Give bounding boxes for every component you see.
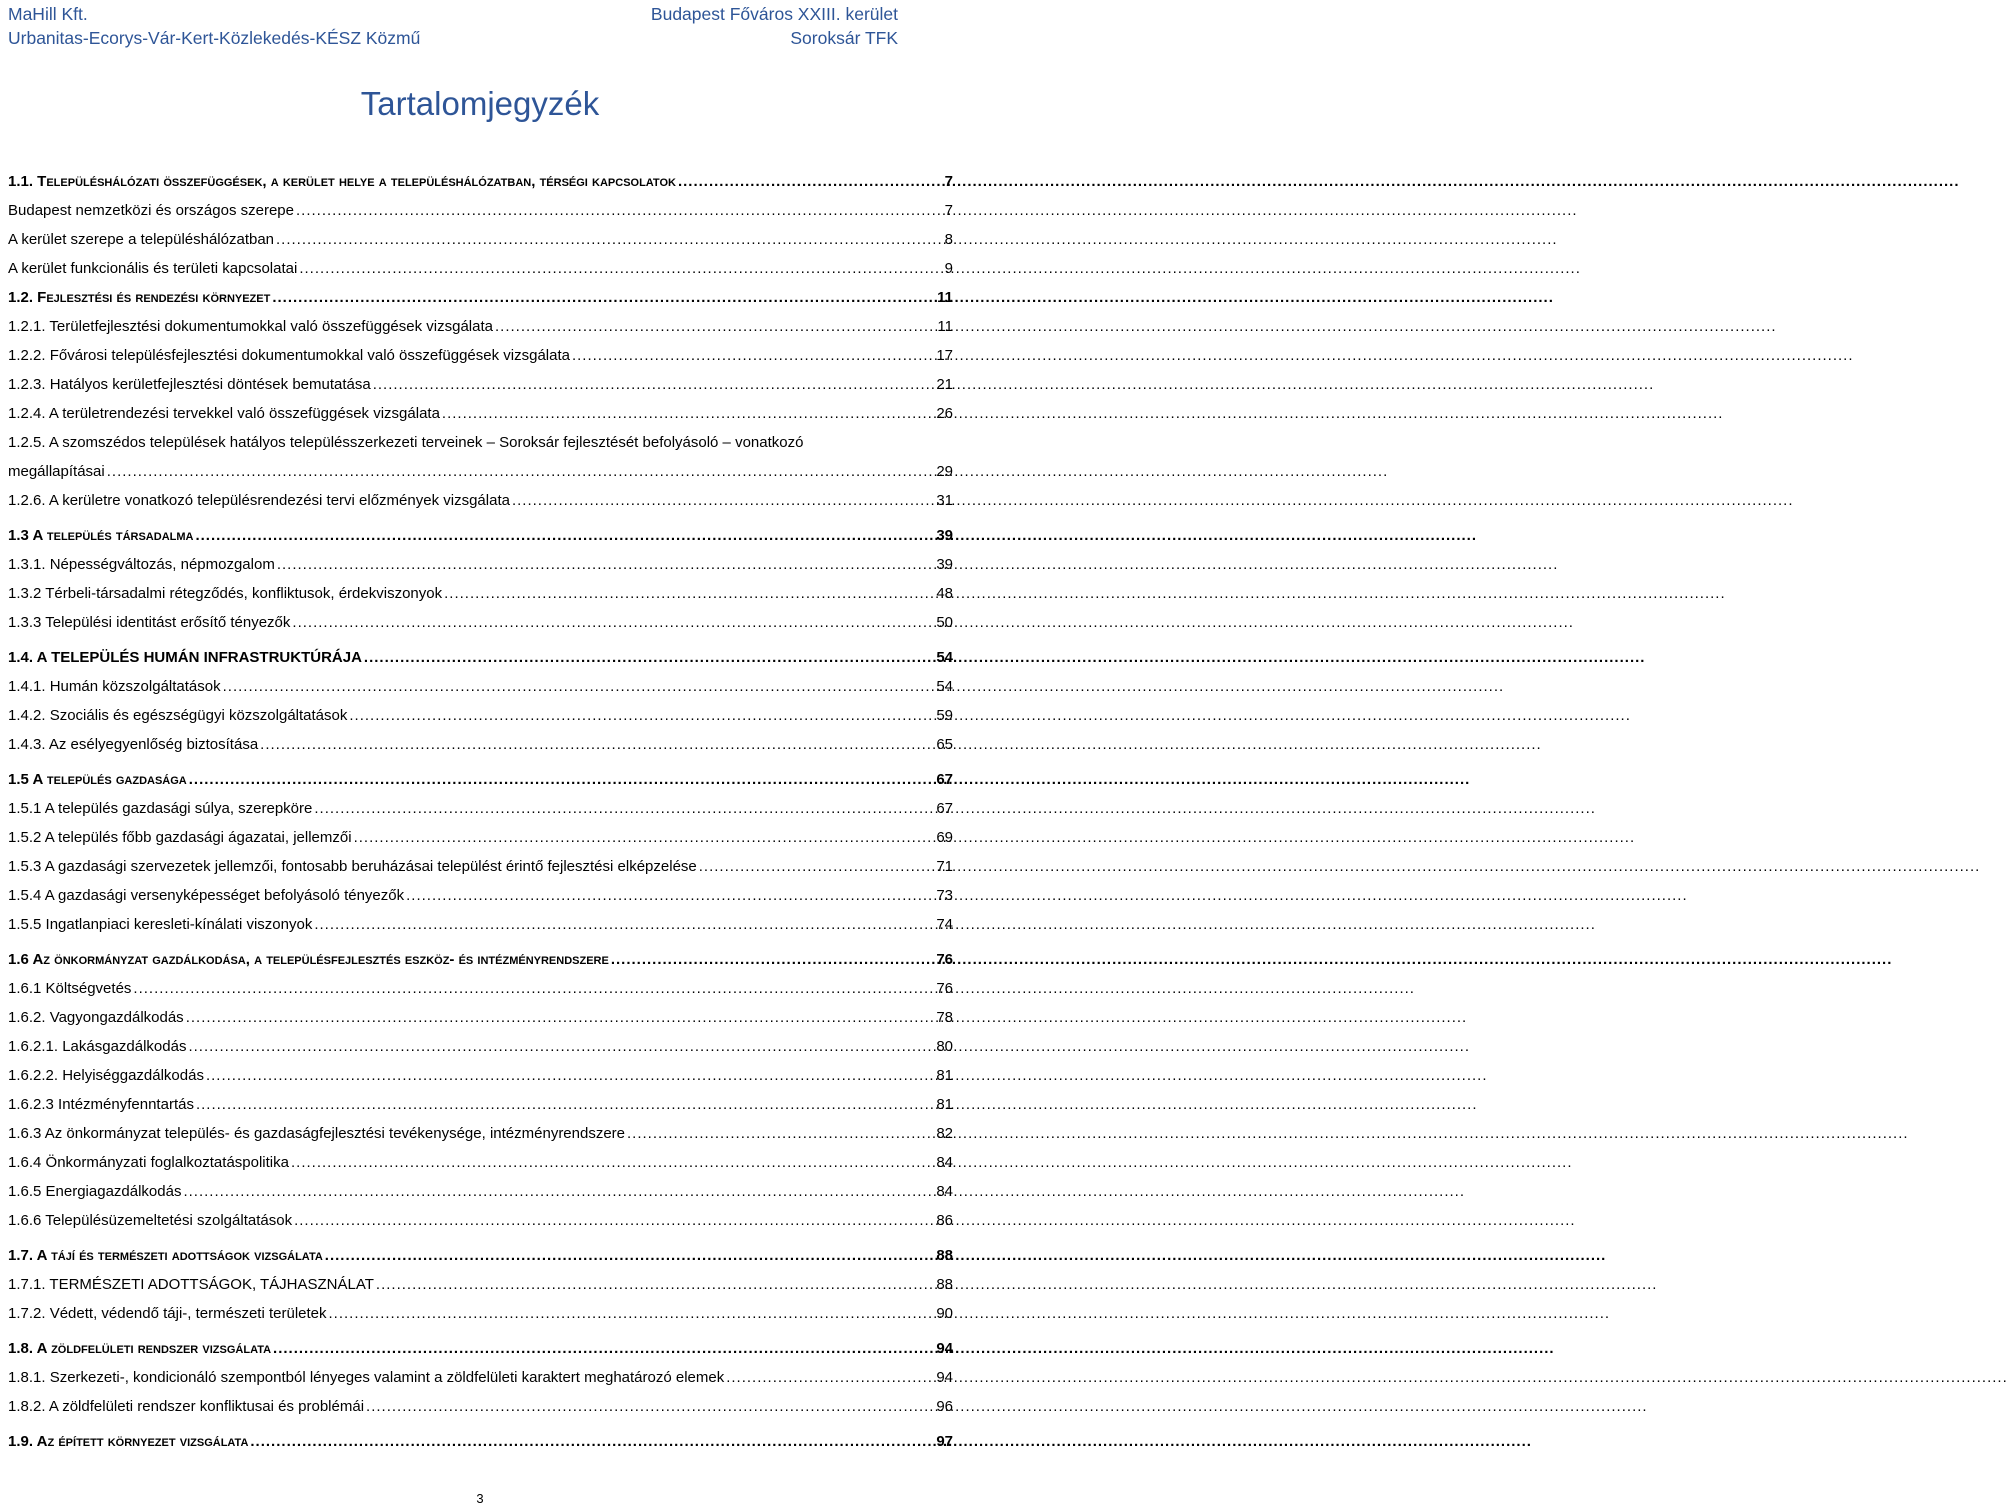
toc-entry[interactable]: 1.6.3 Az önkormányzat település- és gazdaságfejlesztési tevékenysége, intézményrendszere ..... 82: [8, 1119, 953, 1148]
toc-entry[interactable]: 1.6.1 Költségvetés ..... 76: [8, 974, 953, 1003]
toc-entry[interactable]: 1.2. Fejlesztési és rendezési környezet ..... 11: [8, 283, 953, 312]
toc-entry[interactable]: 1.6 Az önkormányzat gazdálkodása, a településfejlesztés eszköz- és intézményrendszere ..... 76: [8, 945, 953, 974]
toc-entry[interactable]: 1.5.4 A gazdasági versenyképességet befolyásoló tényezők ..... 73: [8, 881, 953, 910]
page-title: Tartalomjegyzék: [360, 85, 600, 122]
toc-entry[interactable]: 1.3 A település társadalma ..... 39: [8, 521, 953, 550]
toc-entry[interactable]: 1.5 A település gazdasága ..... 67: [8, 765, 953, 794]
toc-entry[interactable]: 1.4.2. Szociális és egészségügyi közszolgáltatások ..... 59: [8, 701, 953, 730]
toc-entry[interactable]: 1.6.2.3 Intézményfenntartás ..... 81: [8, 1090, 953, 1119]
toc-entry[interactable]: 1.4.1. Humán közszolgáltatások ..... 54: [8, 672, 953, 701]
toc-entry[interactable]: 1.5.1 A település gazdasági súlya, szerepköre ..... 67: [8, 794, 953, 823]
toc-entry[interactable]: 1.2.6. A kerületre vonatkozó településrendezési tervi előzmények vizsgálata ..... 31: [8, 486, 953, 515]
toc-entry[interactable]: 1.6.2. Vagyongazdálkodás ..... 78: [8, 1003, 953, 1032]
toc-entry[interactable]: 1.7.2. Védett, védendő táji-, természeti területek ..... 90: [8, 1299, 953, 1328]
toc-entry[interactable]: 1.7. A tájí és természeti adottságok vizsgálata ..... 88: [8, 1241, 953, 1270]
header-left: [8, 2, 420, 50]
consortium-name: Urbanitas-Ecorys-Vár-Kert-Közlekedés-KÉSZ Közmű: [8, 28, 421, 48]
toc-entry[interactable]: 1.5.2 A település főbb gazdasági ágazatai, jellemzői ..... 69: [8, 823, 953, 852]
toc-entry[interactable]: 1.5.5 Ingatlanpiaci keresleti-kínálati viszonyok ..... 74: [8, 910, 953, 939]
company-name: MaHill Kft.: [8, 4, 88, 24]
table-of-contents: [8, 167, 953, 1456]
toc-entry[interactable]: 1.9. Az épített környezet vizsgálata ..... 97: [8, 1427, 953, 1456]
toc-entry[interactable]: 1.5.3 A gazdasági szervezetek jellemzői, fontosabb beruházásai települést érintő fejlesztési elképzelése ..... 71: [8, 852, 953, 881]
page-header: [0, 0, 960, 60]
toc-entry[interactable]: 1.6.2.1. Lakásgazdálkodás ..... 80: [8, 1032, 953, 1061]
district-name: Budapest Főváros XXIII. kerület: [650, 4, 898, 24]
toc-entry[interactable]: 1.6.6 Településüzemeltetési szolgáltatások ..... 86: [8, 1206, 953, 1235]
toc-entry-continuation[interactable]: megállapításai ..... 29: [8, 457, 953, 486]
toc-entry[interactable]: Budapest nemzetközi és országos szerepe ..... 7: [8, 196, 953, 225]
toc-entry[interactable]: 1.2.5. A szomszédos települések hatályos településszerkezeti terveinek – Soroksár fejlesztését befolyásoló – vonatkozó: [8, 434, 804, 451]
page-number: 3: [476, 1491, 484, 1506]
toc-entry[interactable]: 1.8. A zöldfelületi rendszer vizsgálata ..... 94: [8, 1334, 953, 1363]
toc-entry[interactable]: A kerület funkcionális és területi kapcsolatai ..... 9: [8, 254, 953, 283]
toc-entry[interactable]: 1.4. A TELEPÜLÉS HUMÁN INFRASTRUKTÚRÁJA ..... 54: [8, 643, 953, 672]
toc-entry[interactable]: 1.2.4. A területrendezési tervekkel való összefüggések vizsgálata ..... 26: [8, 399, 953, 428]
toc-entry[interactable]: 1.6.2.2. Helyiséggazdálkodás ..... 81: [8, 1061, 953, 1090]
toc-entry[interactable]: 1.7.1. TERMÉSZETI ADOTTSÁGOK, TÁJHASZNÁLAT ..... 88: [8, 1270, 953, 1299]
toc-entry[interactable]: 1.2.3. Hatályos kerületfejlesztési döntések bemutatása ..... 21: [8, 370, 953, 399]
toc-entry[interactable]: A kerület szerepe a településhálózatban ..... 8: [8, 225, 953, 254]
header-right: [651, 2, 898, 50]
toc-entry[interactable]: 1.8.1. Szerkezeti-, kondicionáló szempontból lényeges valamint a zöldfelületi karaktert meghatározó elemek ..... 94: [8, 1363, 953, 1392]
toc-entry[interactable]: 1.8.2. A zöldfelületi rendszer konfliktusai és problémái ..... 96: [8, 1392, 953, 1421]
toc-entry[interactable]: 1.6.4 Önkormányzati foglalkoztatáspolitika ..... 84: [8, 1148, 953, 1177]
toc-entry[interactable]: 1.1. Településhálózati összefüggések, a kerület helye a településhálózatban, térségi kapcsolatok ..... 7: [8, 167, 953, 196]
document-code: Soroksár TFK: [790, 28, 898, 48]
toc-entry[interactable]: 1.4.3. Az esélyegyenlőség biztosítása ..... 65: [8, 730, 953, 759]
toc-entry[interactable]: 1.2.1. Területfejlesztési dokumentumokkal való összefüggések vizsgálata ..... 11: [8, 312, 953, 341]
toc-entry[interactable]: 1.3.1. Népességváltozás, népmozgalom ..... 39: [8, 550, 953, 579]
toc-entry[interactable]: 1.3.3 Települési identitást erősítő tényezők ..... 50: [8, 608, 953, 637]
toc-entry[interactable]: 1.6.5 Energiagazdálkodás ..... 84: [8, 1177, 953, 1206]
toc-entry[interactable]: 1.3.2 Térbeli-társadalmi rétegződés, konfliktusok, érdekviszonyok ..... 48: [8, 579, 953, 608]
toc-entry[interactable]: 1.2.2. Fővárosi településfejlesztési dokumentumokkal való összefüggések vizsgálata ..... 17: [8, 341, 953, 370]
